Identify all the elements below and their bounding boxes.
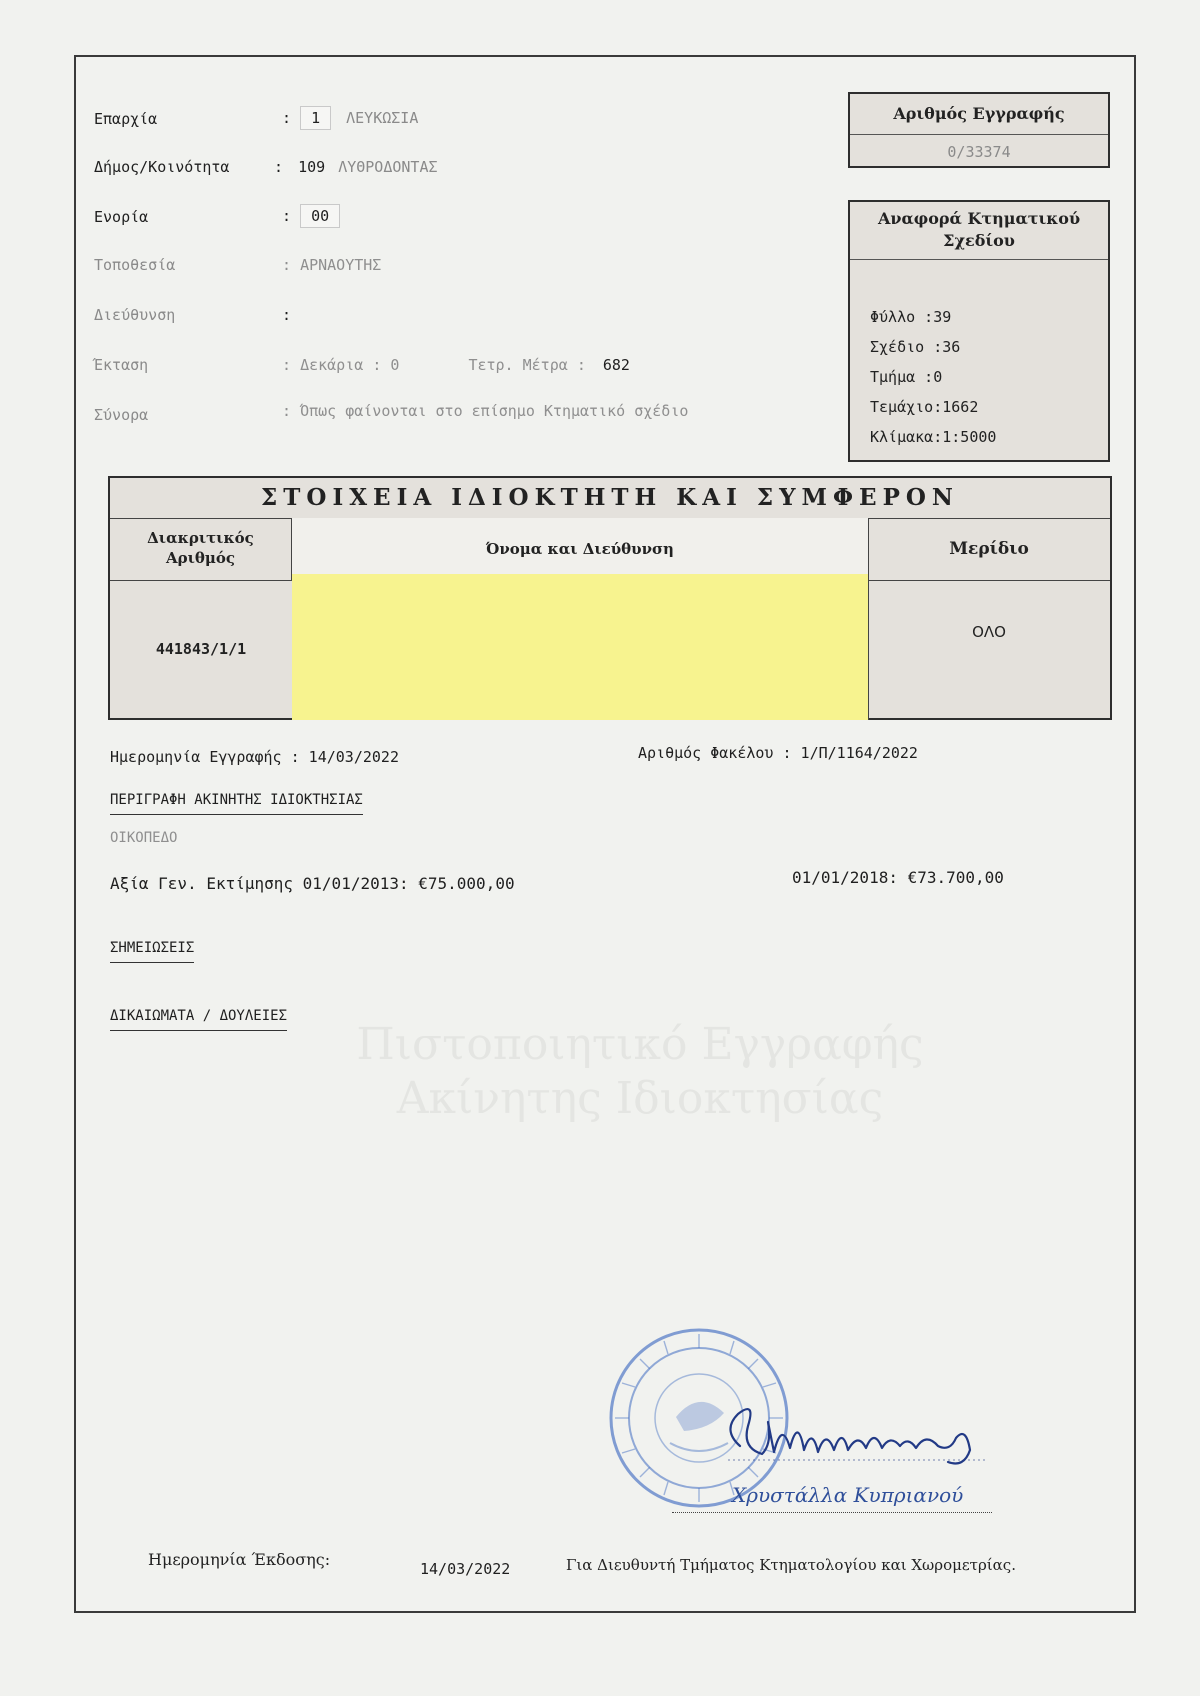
row-id: 441843/1/1	[110, 580, 293, 718]
synora-text: Όπως φαίνονται στο επίσημο Κτηματικό σχέδιο	[300, 402, 689, 420]
rights-heading-text: ΔΙΚΑΙΩΜΑΤΑ / ΔΟΥΛΕΙΕΣ	[110, 1008, 287, 1031]
watermark	[340, 1018, 940, 1126]
description-heading	[110, 792, 363, 808]
col-header-name: Όνομα και Διεύθυνση	[292, 518, 869, 580]
file-number: Αριθμός Φακέλου : 1/Π/1164/2022	[638, 744, 918, 762]
synora-value: : Όπως φαίνονται στο επίσημο Κτηματικό σχέδιο	[282, 402, 689, 420]
watermark-line-2: Ακίνητης Ιδιοκτησίας	[396, 1073, 884, 1124]
enoria-label: Ενορία	[94, 208, 149, 226]
eparchia-name: ΛΕΥΚΩΣΙΑ	[346, 109, 419, 127]
owner-table-header	[110, 518, 1110, 581]
issue-date: 14/03/2022	[420, 1560, 511, 1578]
registration-date: Ημερομηνία Εγγραφής : 14/03/2022	[110, 748, 399, 766]
col-header-id	[110, 518, 292, 580]
registration-box	[848, 92, 1110, 168]
map-reference-title-line-2: Σχεδίου	[943, 231, 1015, 250]
ektasi-value: : Δεκάρια : 0 Τετρ. Μέτρα : 682	[282, 356, 630, 374]
dimos-value: : 109 ΛΥΘΡΟΔΟΝΤΑΣ	[274, 158, 438, 176]
valuation-2018: 01/01/2018: €73.700,00	[792, 868, 1004, 887]
description-heading-text: ΠΕΡΙΓΡΑΦΗ ΑΚΙΝΗΤΗΣ ΙΔΙΟΚΤΗΣΙΑΣ	[110, 792, 363, 815]
map-schedio: Σχέδιο :36	[870, 338, 961, 356]
registration-title: Αριθμός Εγγραφής	[850, 94, 1108, 135]
owner-table-title: ΣΤΟΙΧΕΙΑ ΙΔΙΟΚΤΗΤΗ ΚΑΙ ΣΥΜΦΕΡΟΝ	[110, 478, 1110, 519]
map-tmima: Τμήμα :0	[870, 368, 943, 386]
map-klimaka: Κλίμακα:1:5000	[870, 428, 997, 446]
dekaria-label: Δεκάρια	[300, 356, 364, 374]
map-reference-title	[850, 202, 1108, 260]
owner-table	[108, 476, 1112, 720]
dieuthynsi-colon: :	[282, 306, 292, 324]
redacted-owner-name	[292, 574, 869, 720]
enoria-value: : 00	[282, 204, 340, 228]
synora-label: Σύνορα	[94, 406, 149, 424]
notes-heading-text: ΣΗΜΕΙΩΣΕΙΣ	[110, 940, 194, 963]
registration-number: 0/33374	[947, 143, 1011, 161]
topothesia-name: ΑΡΝΑΟΥΤΗΣ	[300, 256, 382, 274]
eparchia-value: : 1 ΛΕΥΚΩΣΙΑ	[282, 106, 418, 130]
dieuthynsi-label: Διεύθυνση	[94, 306, 176, 324]
enoria-code: 00	[300, 204, 340, 228]
map-temachio: Τεμάχιο:1662	[870, 398, 979, 416]
rights-heading	[110, 1008, 287, 1024]
description-value: ΟΙΚΟΠΕΔΟ	[110, 830, 178, 846]
col-header-share: Μερίδιο	[949, 539, 1029, 559]
dimos-code: 109	[298, 158, 326, 176]
col-header-id-line-1: Διακριτικός	[147, 529, 254, 547]
signature-icon	[708, 1386, 1008, 1476]
map-reference-title-line-1: Αναφορά Κτηματικού	[877, 209, 1081, 228]
dimos-label: Δήμος/Κοινότητα	[94, 158, 230, 176]
topothesia-label: Τοποθεσία	[94, 256, 176, 274]
valuation-2013: Αξία Γεν. Εκτίμησης 01/01/2013: €75.000,00	[110, 874, 515, 893]
map-fyllo: Φύλλο :39	[870, 308, 952, 326]
topothesia-value: : ΑΡΝΑΟΥΤΗΣ	[282, 256, 382, 274]
ektasi-label: Έκταση	[94, 356, 149, 374]
row-share: ΟΛΟ	[972, 623, 1006, 641]
watermark-line-1: Πιστοποιητικό Εγγραφής	[356, 1019, 924, 1070]
eparchia-code: 1	[300, 106, 331, 130]
dimos-name: ΛΥΘΡΟΔΟΝΤΑΣ	[338, 158, 438, 176]
issue-date-label: Ημερομηνία Έκδοσης:	[148, 1550, 331, 1569]
signatory-name: Χρυστάλλα Κυπριανού	[732, 1483, 964, 1507]
signature-line	[672, 1512, 992, 1513]
tetr-metra-value: 682	[602, 356, 630, 374]
eparchia-label: Επαρχία	[94, 110, 158, 128]
map-reference-box	[848, 200, 1110, 462]
notes-heading	[110, 940, 194, 956]
map-reference-rows	[850, 260, 1108, 452]
issuer: Για Διευθυντή Τμήματος Κτηματολογίου και Χωρομετρίας.	[566, 1556, 1016, 1574]
col-header-id-line-2: Αριθμός	[166, 549, 235, 567]
tetr-metra-label: Τετρ. Μέτρα	[468, 356, 568, 374]
dekaria-value: 0	[390, 356, 400, 374]
